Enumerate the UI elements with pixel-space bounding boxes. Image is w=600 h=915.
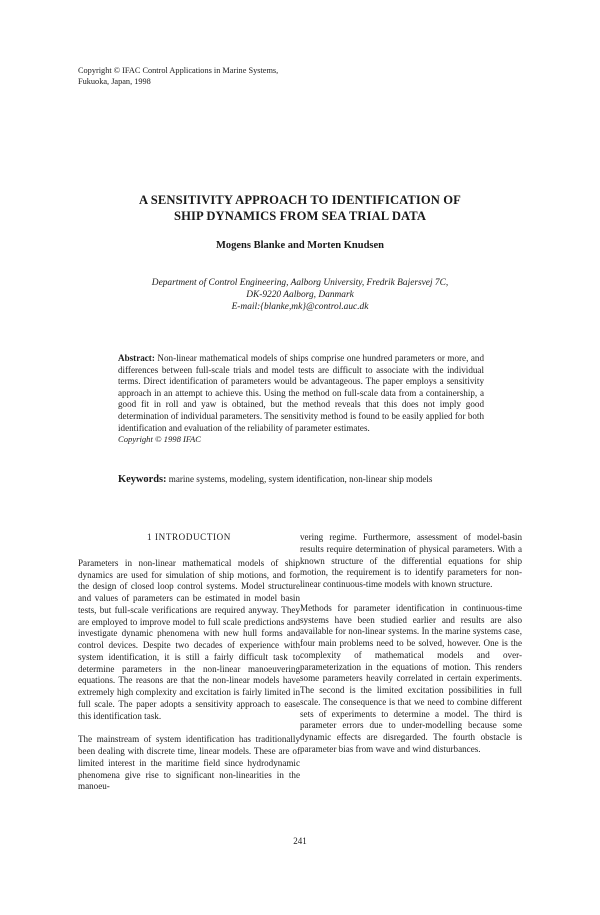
section-heading-introduction: 1 INTRODUCTION — [147, 532, 231, 542]
copyright-line-1: Copyright © IFAC Control Applications in Marine Systems, — [78, 66, 279, 75]
copyright-notice — [78, 66, 278, 87]
paper-title — [80, 192, 520, 224]
title-line-2: SHIP DYNAMICS FROM SEA TRIAL DATA — [173, 209, 427, 223]
affiliation-line-2: DK-9220 Aalborg, Danmark — [246, 289, 354, 300]
intro-paragraph-2-continued: vering regime. Furthermore, assessment of model-basin results require determination of physical parameters. With a known structure of the differential equations for ship motion, the requirement is to identify parameters for non-linear continuous-time models with known structure. — [300, 532, 522, 589]
keywords — [118, 474, 498, 485]
intro-paragraph-2: The mainstream of system identification has traditionally been dealing with discrete time, linear models. These are of limited interest in the maritime field since hydrodynamic phenomena give rise to significant non-linearities in the manoeu- — [78, 734, 300, 792]
abstract — [118, 353, 484, 446]
affiliation — [110, 278, 490, 313]
keywords-text: marine systems, modeling, system identification, non-linear ship models — [168, 474, 433, 484]
right-column — [300, 532, 522, 768]
keywords-label: Keywords: — [118, 474, 167, 485]
affiliation-line-1: Department of Control Engineering, Aalborg University, Fredrik Bajersvej 7C, — [151, 278, 449, 288]
abstract-copyright: Copyright © 1998 IFAC — [118, 434, 201, 445]
abstract-label: Abstract: — [118, 353, 155, 363]
intro-paragraph-3: Methods for parameter identification in continuous-time systems have been studied earlier and results are also available for non-linear systems. In the marine systems case, four main problems need to be solved, however. One is the complexity of mathematical models and over-parameterization in the equations of motion. This renders some parameters heavily correlated in certain experiments. The second is the limited excitation possibilities in full scale. The consequence is that we need to combine different sets of experiments to determine a model. The third is parameter errors due to under-modelling because some dynamic effects are disregarded. The fourth obstacle is parameter bias from wave and wind disturbances. — [300, 602, 522, 754]
intro-paragraph-1: Parameters in non-linear mathematical models of ship dynamics are used for simulation of ship motions, and for the design of closed loop control systems. Model structure and values of parameters can be estimated in model basin tests, but full-scale verifications are required anyway. They are employed to improve model to full scale predictions and investigate dynamic phenomena with new hull forms and control devices. Despite two decades of experience with system identification, it is still a fairly difficult task to determine parameters in the non-linear manoeuvering equations. The reasons are that the non-linear models have extremely high complexity and excitation is fairly limited in full scale. The paper adopts a sensitivity approach to ease this identification task. — [78, 557, 300, 721]
page-number: 241 — [293, 836, 307, 846]
title-line-1: A SENSITIVITY APPROACH TO IDENTIFICATION OF — [139, 193, 461, 207]
left-column — [78, 532, 300, 805]
abstract-text: Non-linear mathematical models of ships comprise one hundred parameters or more, and differences between full-scale trials and model tests are difficult to associate with the individual terms. Direct identification of parameters would be advantageous. The paper employs a sensitivity approach in an attempt to achieve this. Using the method on full-scale data from a containership, a good fit in roll and yaw is obtained, but the method reveals that this does not imply good determination of individual parameters. The sensitivity method is found to be easily applied for both identification and evaluation of the reliability of parameter estimates. — [118, 353, 485, 433]
authors: Mogens Blanke and Morten Knudsen — [215, 240, 385, 251]
affiliation-email: E-mail:{blanke,mk}@control.auc.dk — [231, 301, 369, 312]
copyright-line-2: Fukuoka, Japan, 1998 — [78, 76, 151, 86]
